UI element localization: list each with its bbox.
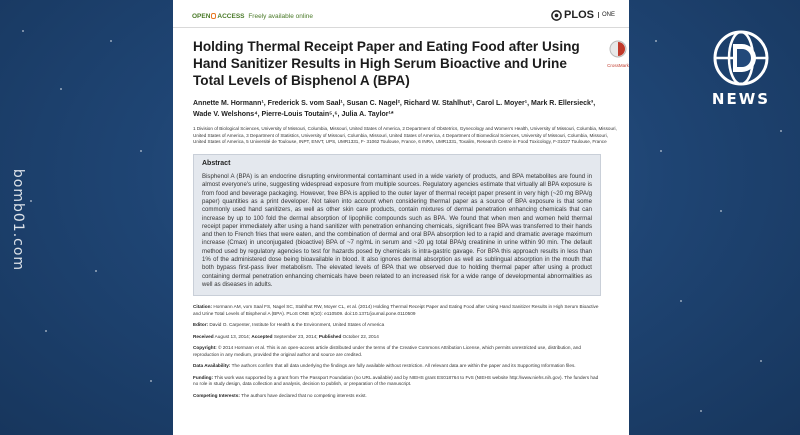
competing-label: Competing Interests: [193, 392, 240, 398]
article-metadata [193, 304, 601, 399]
site-watermark [6, 160, 30, 280]
accepted-label: Accepted [251, 333, 273, 339]
received-date: August 13, 2014; [214, 333, 251, 339]
copyright [193, 345, 601, 358]
citation [193, 304, 601, 317]
open-access-label-1: OPEN [192, 13, 211, 20]
editor-label: Editor: [193, 322, 209, 328]
paper-page [173, 0, 629, 435]
editor [193, 322, 601, 329]
plos-logo-icon [551, 10, 562, 21]
crossmark-label: CrossMark [607, 63, 629, 68]
abstract-heading: Abstract [202, 160, 231, 168]
data-availability-text: The authors confirm that all data underlying the findings are fully available without restriction. All relevant data are within the paper and its Supporting Information files. [231, 363, 576, 369]
dnews-globe-icon [711, 28, 771, 88]
published-label: Published [318, 333, 342, 339]
editor-text: David O. Carpenter, Institute for Health & the Environment, United States of America [209, 322, 385, 328]
accepted-date: September 23, 2014; [273, 333, 318, 339]
funding-label: Funding: [193, 374, 214, 380]
watermark-text: bomb01.com [10, 168, 26, 272]
paper-title: Holding Thermal Receipt Paper and Eating Food after Using Hand Sanitizer Results in High Serum Bioactive and Urine Total Levels of Bisphenol A (BPA) [193, 39, 580, 88]
citation-label: Citation: [193, 304, 213, 310]
open-access-badge [192, 13, 313, 20]
copyright-text: © 2014 Hormann et al. This is an open-access article distributed under the terms of the Creative Commons Attribution License, which permits unrestricted use, distribution, and reproduction in any medium, provided the original author and source are credited. [193, 345, 581, 357]
journal-subname: ONE [598, 12, 615, 18]
paper-header-bar [173, 0, 629, 28]
affiliations: 1 Division of Biological Sciences, University of Missouri, Columbia, Missouri, United States of America, 2 Department of Obstetrics, Gynecology and Women's Health, University of Missouri, Columbia, Missouri, United States of America, 3 Department of Statistics, University of Missouri, Columbia, Missouri, United States of America, 4 Department of Biomedical Sciences, University of Missouri, Columbia, Missouri, United States of America, 5 Université de Toulouse, INPT, ENVT, UPS, UMR1331, F- 31062 Toulouse, France, 6 INRA, UMR1331, Toxalim, Research Centre in Food Toxicology, F-31027 Toulouse, France [193, 126, 617, 145]
journal-logo [551, 9, 615, 21]
author-list: Annette M. Hormann¹, Frederick S. vom Saal¹, Susan C. Nagel², Richard W. Stahlhut¹, Carol L. Moyer¹, Mark R. Ellersieck³, Wade V. Welshons⁴, Pierre-Louis Toutain⁵,⁶, Julia A. Taylor¹* [193, 100, 596, 118]
dates [193, 334, 601, 341]
open-lock-icon [211, 13, 216, 19]
data-availability-label: Data Availability: [193, 363, 231, 369]
competing-interests [193, 393, 601, 400]
open-access-label-2: ACCESS [217, 13, 245, 20]
journal-name: PLOS [564, 9, 594, 21]
open-access-subtitle: Freely available online [248, 13, 314, 20]
funding-text: This work was supported by a grant from The Passport Foundation (no URL available) and by NIEHS grant ES018764 to FvS (NIEHS website http://www.niehs.nih.gov). The funders had no role in study design, data collection and analysis, decision to publish, or preparation of the manuscript. [193, 374, 599, 387]
crossmark-badge[interactable] [607, 40, 629, 68]
copyright-label: Copyright: [193, 345, 217, 351]
funding [193, 375, 601, 388]
dnews-logo [700, 28, 782, 108]
citation-text: Hormann AM, vom Saal FS, Nagel SC, Stahlhut RW, Moyer CL, et al. (2014) Holding Thermal Receipt Paper and Eating Food after Using Hand Sanitizer Results in High Serum Bioactive and Urine Total Levels of Bisphenol A (BPA). PLoS ONE 9(10): e110509. doi:10.1371/journal.pone.0110509 [193, 304, 599, 316]
abstract-text: Bisphenol A (BPA) is an endocrine disrupting environmental contaminant used in a wide variety of products, and BPA metabolites are found in almost everyone's urine, suggesting widespread exposure from multiple sources. Regulatory agencies estimate that virtually all BPA exposure is from food and beverage packaging. However, free BPA is applied to the outer layer of thermal receipt paper present in very high (~20 mg BPA/g paper) quantities as a print developer. Not taken into account when considering thermal paper as a source of BPA exposure is that some commonly used hand sanitizers, as well as other skin care products, contain mixtures of dermal penetration enhancing chemicals that can increase by up to 100 fold the dermal absorption of lipophilic compounds such as BPA. We found that when men and women held thermal receipt paper immediately after using a hand sanitizer with penetration enhancing chemicals, significant free BPA was transferred to their hands and then to French fries that were eaten, and the combination of dermal and oral BPA absorption led to a rapid and dramatic average maximum increase (Cmax) in unconjugated (bioactive) BPA of ~7 ng/mL in serum and ~20 μg total BPA/g creatinine in urine within 90 min. The default method used by regulatory agencies to test for hazards posed by chemicals is intra-gastric gavage. For BPA this approach results in less than 1% of the administered dose being bioavailable in blood. It also ignores dermal absorption as well as sublingual absorption in the mouth that both bypass first-pass liver metabolism. The elevated levels of BPA that we observed due to holding thermal paper after using a product containing dermal penetration enhancing chemicals have been related to an increased risk for a wide range of developmental abnormalities as well as diseases in adults. [202, 173, 592, 288]
published-date: October 22, 2014 [342, 333, 379, 339]
competing-text: The authors have declared that no competing interests exist. [241, 392, 367, 398]
abstract-box [193, 154, 601, 296]
data-availability [193, 363, 601, 370]
crossmark-icon [609, 40, 627, 58]
news-label: NEWS [711, 90, 771, 108]
received-label: Received [193, 333, 214, 339]
